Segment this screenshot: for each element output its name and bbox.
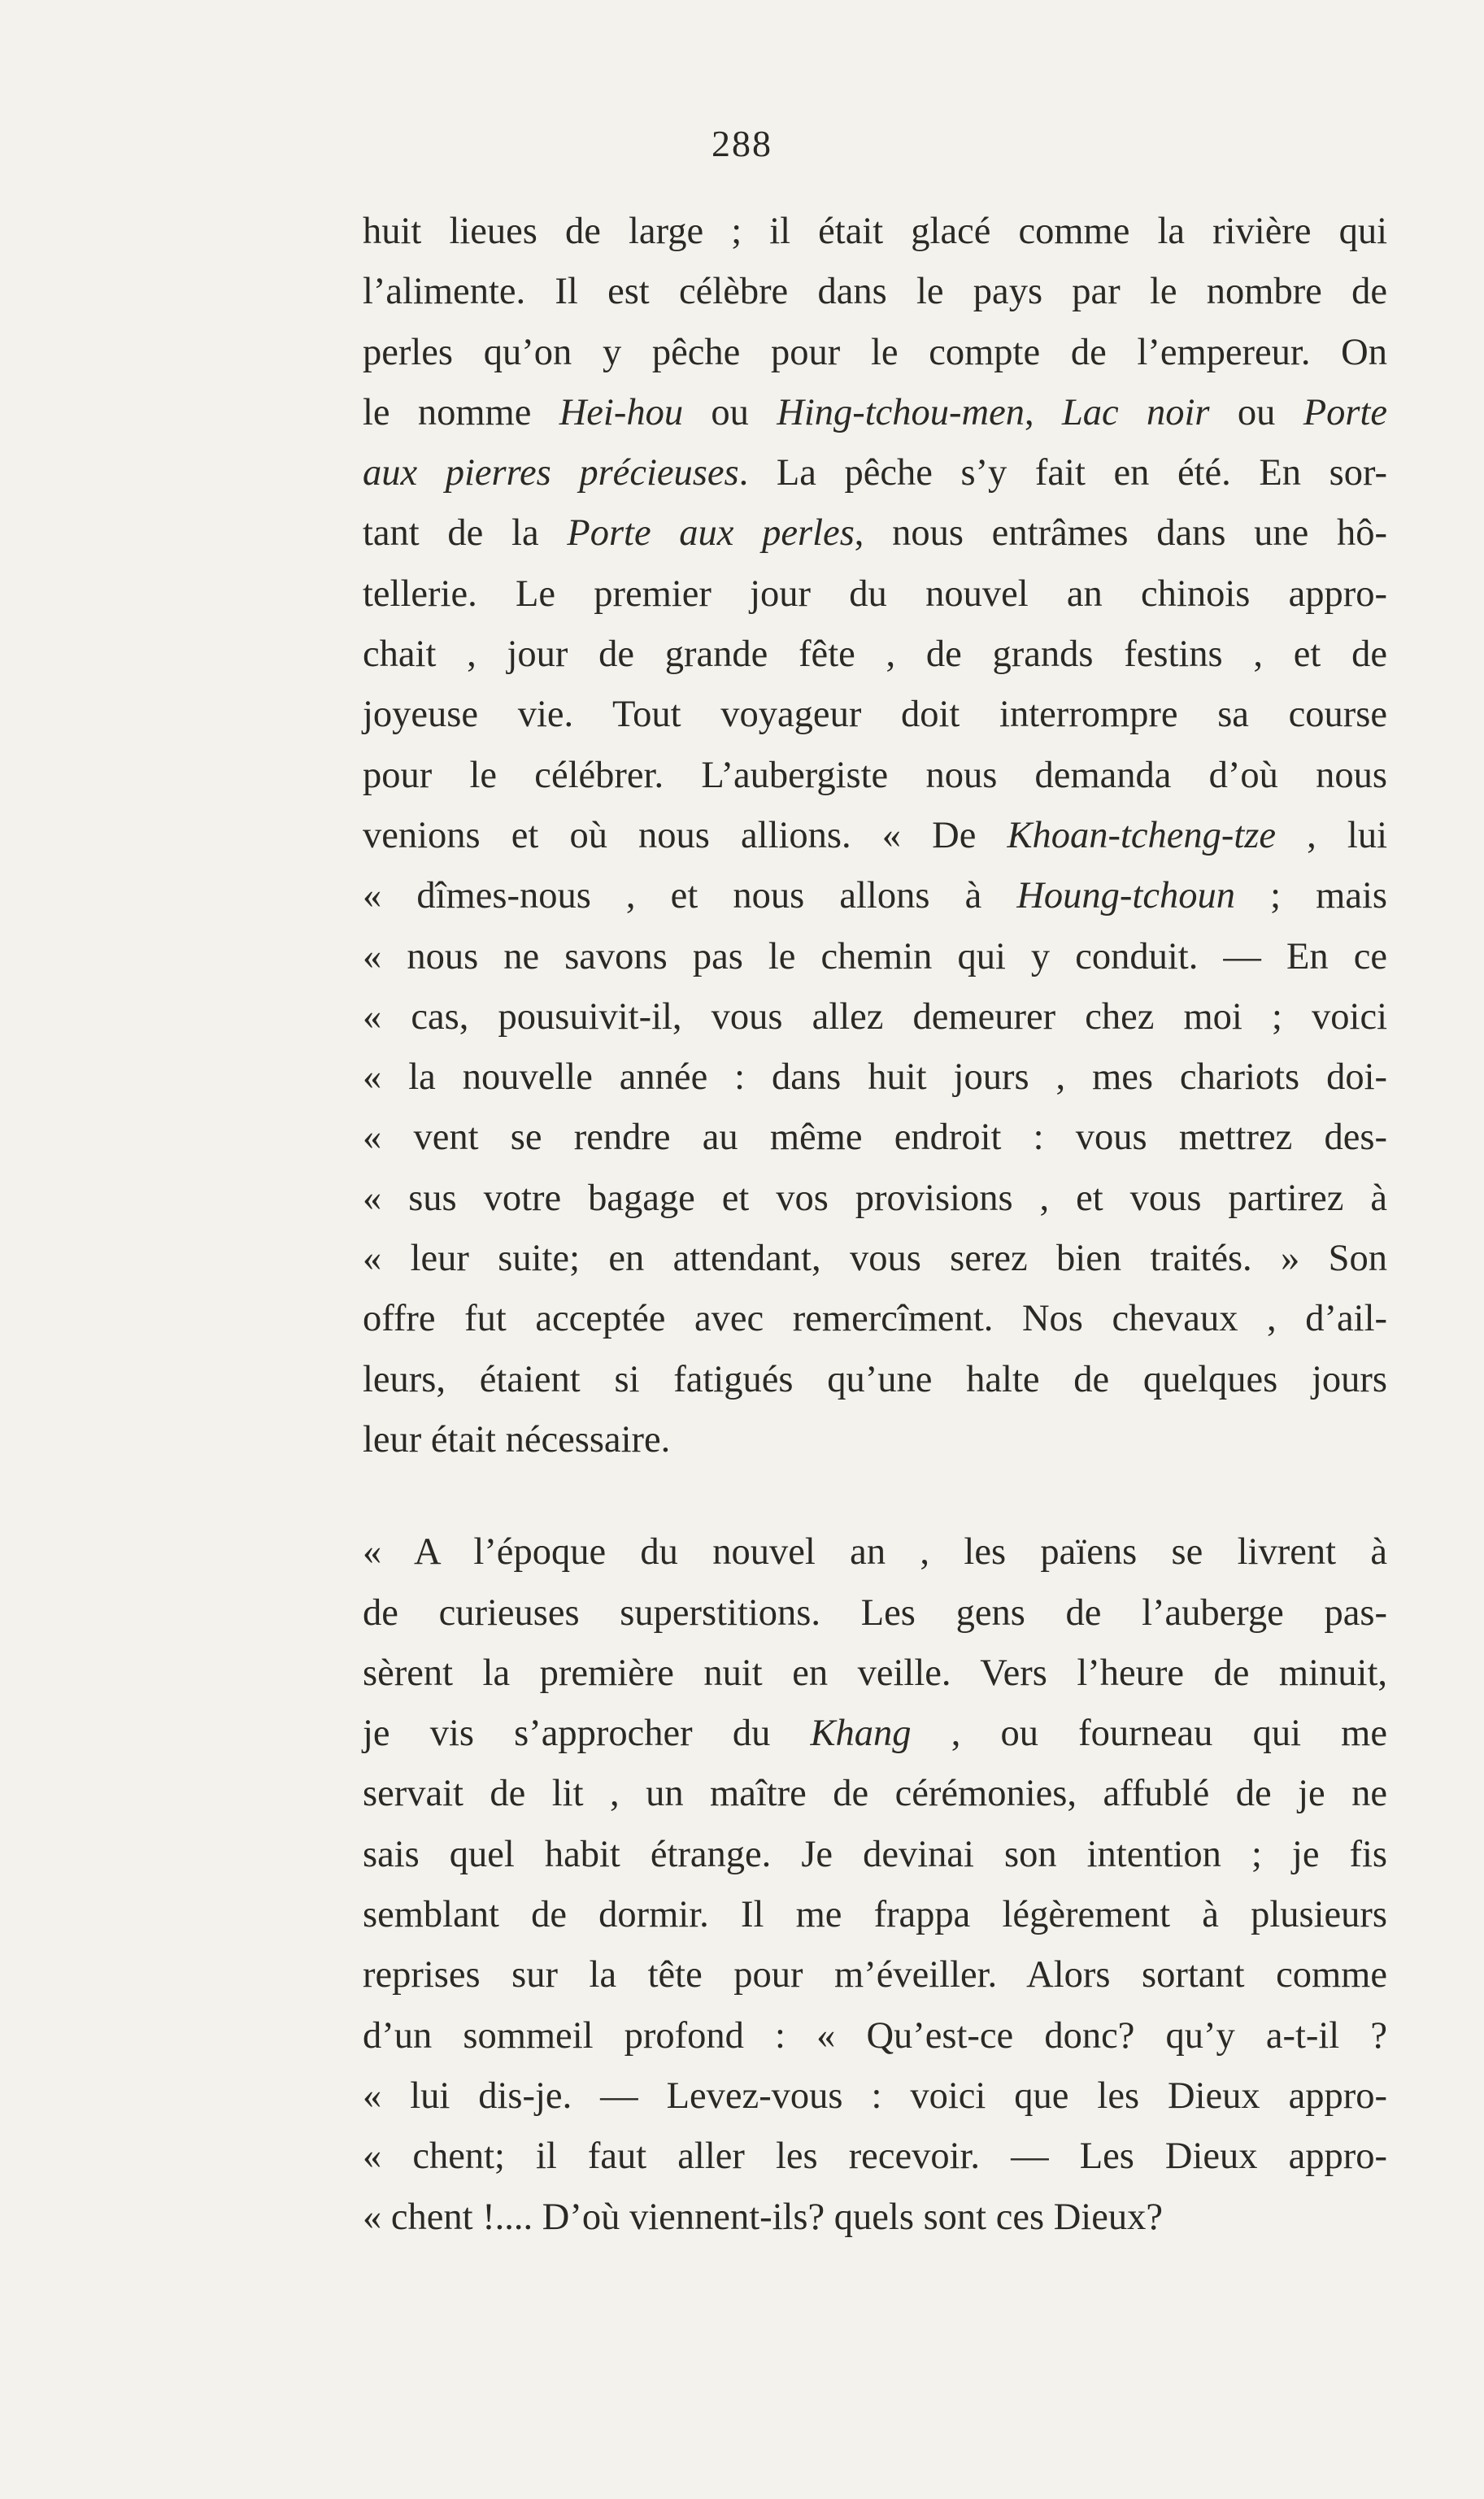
text-segment: , lui <box>1276 814 1387 856</box>
italic-term: Khoan-tcheng-tze <box>1007 814 1277 856</box>
text-segment: chait , jour de grande fête , de grands festins , et de <box>363 633 1387 676</box>
text-line <box>363 2127 1387 2187</box>
text-segment: « la nouvelle année : dans huit jours , mes chariots doi- <box>363 1056 1387 1099</box>
text-line <box>363 625 1387 685</box>
text-segment: « A l’époque du nouvel an , les païens se livrent à <box>363 1531 1387 1574</box>
text-segment: , <box>1024 391 1062 433</box>
text-line <box>363 1885 1387 1945</box>
italic-term: Hei-hou <box>559 391 684 433</box>
text-segment: , nous entrâmes dans une hô- <box>854 512 1387 555</box>
italic-term: aux pierres précieuses <box>363 452 739 494</box>
text-line <box>363 1289 1387 1349</box>
text-segment: venions et où nous allions. « De <box>363 814 1007 856</box>
text-line <box>363 2188 1387 2248</box>
text-line <box>363 1229 1387 1289</box>
text-line <box>363 806 1387 866</box>
text-segment: tellerie. Le premier jour du nouvel an chinois appro- <box>363 573 1387 615</box>
italic-term: Houng-tchoun <box>1016 875 1235 917</box>
text-line <box>363 503 1387 564</box>
text-segment: l’alimente. Il est célèbre dans le pays par le nombre de <box>363 271 1387 313</box>
text-line <box>363 866 1387 926</box>
text-line <box>363 1047 1387 1108</box>
text-line <box>363 1169 1387 1229</box>
text-segment: « lui dis-je. — Levez-vous : voici que les Dieux appro- <box>363 2075 1387 2117</box>
paragraph-1 <box>363 202 1387 1470</box>
text-segment: ; mais <box>1234 875 1387 917</box>
text-line <box>363 685 1387 745</box>
page-number: 288 <box>712 123 772 164</box>
text-segment: « nous ne savons pas le chemin qui y conduit. — En ce <box>363 935 1387 977</box>
text-line <box>363 2066 1387 2127</box>
paragraph-2 <box>363 1522 1387 2248</box>
text-segment: « dîmes-nous , et nous allons à <box>363 875 1017 917</box>
text-line <box>363 383 1387 443</box>
text-line <box>363 987 1387 1047</box>
text-segment: semblant de dormir. Il me frappa légèrement à plusieurs <box>363 1894 1387 1936</box>
italic-term: Lac noir <box>1061 391 1210 433</box>
italic-term: Porte aux perles <box>567 512 855 555</box>
text-segment: « leur suite; en attendant, vous serez bien traités. » Son <box>363 1238 1387 1280</box>
italic-term: Hing-tchou-men <box>777 391 1025 433</box>
text-line <box>363 1108 1387 1168</box>
text-segment: d’un sommeil profond : « Qu’est-ce donc? qu’y a-t-il ? <box>363 2014 1387 2057</box>
text-segment: ou <box>683 391 777 433</box>
text-segment: offre fut acceptée avec remercîment. Nos chevaux , d’ail- <box>363 1298 1387 1340</box>
text-segment: « sus votre bagage et vos provisions , et vous partirez à <box>363 1177 1387 1219</box>
text-line <box>363 1583 1387 1644</box>
text-segment: joyeuse vie. Tout voyageur doit interrompre sa course <box>363 694 1387 736</box>
text-segment: tant de la <box>363 512 568 555</box>
text-segment: « vent se rendre au même endroit : vous mettrez des- <box>363 1117 1387 1159</box>
text-line <box>363 564 1387 625</box>
text-line <box>363 1825 1387 1885</box>
italic-term: Porte <box>1303 391 1387 433</box>
text-line <box>363 202 1387 262</box>
text-segment: « cas, pousuivit-il, vous allez demeurer chez moi ; voici <box>363 995 1387 1038</box>
text-segment: ou <box>1209 391 1303 433</box>
text-segment: perles qu’on y pêche pour le compte de l’empereur. On <box>363 331 1387 373</box>
text-line <box>363 2006 1387 2066</box>
text-segment: leurs, étaient si fatigués qu’une halte de quelques jours <box>363 1358 1387 1400</box>
text-segment: huit lieues de large ; il était glacé comme la rivière qui <box>363 211 1387 252</box>
body-text <box>363 202 1387 2248</box>
text-line <box>363 1644 1387 1704</box>
text-line <box>363 262 1387 322</box>
paragraph-gap <box>363 1470 1387 1522</box>
text-segment: je vis s’approcher du <box>363 1713 811 1755</box>
text-segment: sais quel habit étrange. Je devinai son intention ; je fis <box>363 1833 1387 1875</box>
text-line <box>363 443 1387 503</box>
text-line <box>363 927 1387 987</box>
text-segment: pour le célébrer. L’aubergiste nous demanda d’où nous <box>363 754 1387 796</box>
text-line <box>363 1522 1387 1583</box>
text-segment: « chent !.... D’où viennent-ils? quels sont ces Dieux? <box>363 2196 1163 2238</box>
text-line <box>363 746 1387 806</box>
text-segment: servait de lit , un maître de cérémonies, affublé de je ne <box>363 1773 1387 1815</box>
text-segment: reprises sur la tête pour m’éveiller. Alors sortant comme <box>363 1954 1387 1996</box>
text-segment: « chent; il faut aller les recevoir. — Les Dieux appro- <box>363 2135 1387 2178</box>
text-segment: de curieuses superstitions. Les gens de l’auberge pas- <box>363 1591 1387 1634</box>
text-segment: , ou fourneau qui me <box>911 1713 1387 1755</box>
text-line <box>363 1945 1387 2005</box>
italic-term: Khang <box>810 1713 912 1755</box>
text-line <box>363 323 1387 383</box>
text-line <box>363 1704 1387 1764</box>
text-segment: le nomme <box>363 391 559 433</box>
text-line <box>363 1764 1387 1824</box>
text-line <box>363 1350 1387 1410</box>
text-line <box>363 1410 1387 1470</box>
text-segment: leur était nécessaire. <box>363 1418 671 1461</box>
text-segment: . La pêche s’y fait en été. En sor- <box>738 452 1387 494</box>
text-segment: sèrent la première nuit en veille. Vers l’heure de minuit, <box>363 1652 1387 1694</box>
